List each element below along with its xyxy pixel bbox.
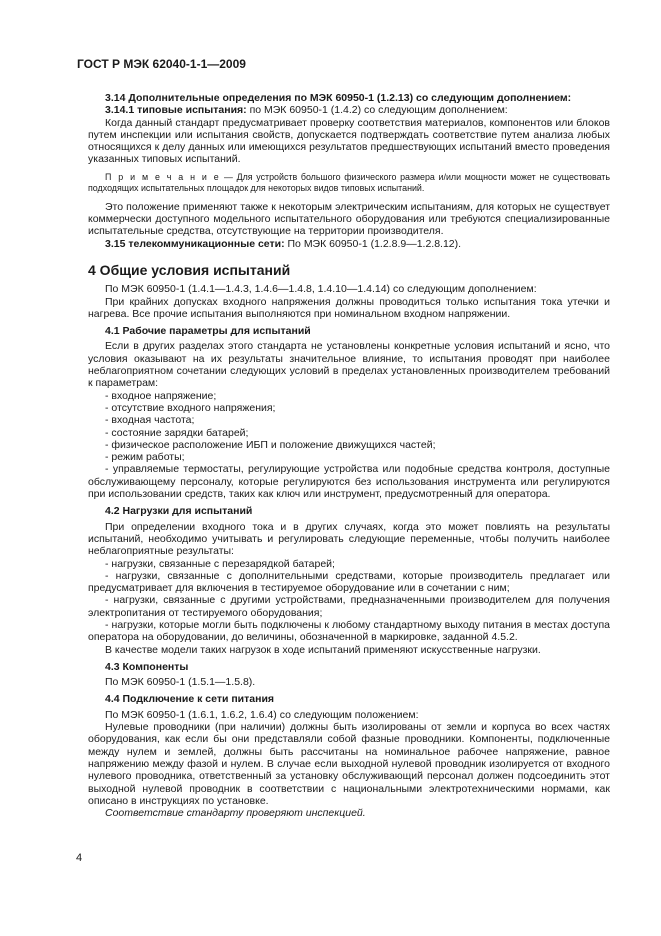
section-4-3-paragraph: По МЭК 60950-1 (1.5.1—1.5.8).	[105, 676, 256, 689]
document-body	[88, 92, 610, 819]
list-item: - физическое расположение ИБП и положение движущихся частей;	[105, 438, 436, 451]
list-item: - входное напряжение;	[105, 389, 217, 402]
section-4-2-paragraph: При определении входного тока и в других случаях, когда это может повлиять на результаты испытаний, необходимо учитывать и регулировать следующие переменные, чтобы получить наиболее неблагоприятные результаты:	[88, 520, 610, 558]
section-4-4-paragraph-1: По МЭК 60950-1 (1.6.1, 1.6.2, 1.6.4) со следующим положением:	[105, 708, 419, 721]
section-4-1-title: 4.1 Рабочие параметры для испытаний	[105, 325, 311, 338]
note-text: — Для устройств большого физического размера и/или мощности может не существовать подходящих испытательных площадок для некоторых видов типовых испытаний.	[88, 171, 610, 193]
note	[88, 172, 610, 194]
note-label: П р и м е ч а н и е	[105, 171, 221, 182]
list-item: - нагрузки, связанные с перезарядкой батарей;	[105, 557, 335, 570]
section-4-4-paragraph-2: Нулевые проводники (при наличии) должны быть изолированы от земли и корпуса во всех частях оборудования, как если бы они представляли собой фазные проводники. Компоненты, подключенные между нулем и землей, должны быть рассчитаны на номинальное рабочее напряжение, равное напряжению между фазой и нулем. В случае если выходной нулевой проводник изолируется от входного нулевого проводника, ответственный за установку обслуживающий персонал должен подсоединить этот выходной нулевой проводник в соответствии с национальными электротехническими нормами, как описано в инструкциях по установке.	[88, 721, 610, 807]
section-4-4-title: 4.4 Подключение к сети питания	[105, 693, 275, 706]
section-4-title: 4 Общие условия испытаний	[88, 261, 291, 278]
section-3-14-1-text: по МЭК 60950-1 (1.4.2) со следующим дополнением:	[246, 104, 508, 117]
section-3-15	[88, 238, 610, 250]
section-4-3-title: 4.3 Компоненты	[105, 660, 189, 673]
section-4-2-title: 4.2 Нагрузки для испытаний	[105, 505, 253, 518]
section-3-14-title: 3.14 Дополнительные определения по МЭК 60950-1 (1.2.13) со следующим дополнением:	[105, 92, 572, 104]
section-4-4-compliance: Соответствие стандарту проверяют инспекцией.	[105, 807, 366, 820]
section-4-paragraph-1: По МЭК 60950-1 (1.4.1—1.4.3, 1.4.6—1.4.8, 1.4.10—1.4.14) со следующим дополнением:	[105, 283, 537, 296]
list-item: - нагрузки, связанные с дополнительными средствами, которые производитель предлагает или предусматривает для включения в тестируемое оборудование или в сочетании с ним;	[88, 569, 610, 595]
list-item: - управляемые термостаты, регулирующие устройства или подобные средства контроля, доступные обслуживающему персоналу, которые регулируются без использования инструмента или регулируются при использовании средств, таких как ключ или инструмент, предусмотренный для оператора.	[88, 463, 610, 501]
document-header: ГОСТ Р МЭК 62040-1-1—2009	[77, 57, 246, 71]
list-item: - состояние зарядки батарей;	[105, 426, 249, 439]
list-item: - режим работы;	[105, 451, 185, 464]
page-number: 4	[76, 852, 83, 864]
section-3-15-term: 3.15 телекоммуникационные сети:	[105, 237, 285, 250]
section-3-14-1	[88, 104, 610, 116]
list-item: - нагрузки, связанные с другими устройствами, предназначенными производителем для получения электропитания от тестируемого оборудования;	[88, 594, 610, 619]
section-3-14-paragraph-2: Это положение применяют также к некоторым электрическим испытаниям, для которых не существует коммерчески доступного модельного испытательного оборудования или требуются специализированные испытательные средства, отсутствующие на территории производителя.	[88, 200, 610, 238]
list-item: - отсутствие входного напряжения;	[105, 401, 276, 414]
section-4-2-paragraph-2: В качестве модели таких нагрузок в ходе испытаний применяют искусственные нагрузки.	[105, 643, 541, 656]
section-3-14-1-term: 3.14.1 типовые испытания:	[105, 104, 247, 117]
section-3-14-1-paragraph: Когда данный стандарт предусматривает проверку соответствия материалов, компонентов или блоков путем инспекции или испытания свойств, допускается подтверждать соответствие путем анализа любых относящихся к делу данных или имеющихся результатов предшествующих испытаний вместо проведения указанных типовых испытаний.	[88, 116, 610, 166]
section-3-15-text: По МЭК 60950-1 (1.2.8.9—1.2.8.12).	[284, 237, 462, 250]
section-4-1-paragraph: Если в других разделах этого стандарта не установлены конкретные условия испытаний и ясно, что условия оказывают на их результаты значительное влияние, то испытания проводят при наиболее неблагоприятном сочетании следующих условий в пределах установленных производителем требований к параметрам:	[88, 340, 610, 390]
section-4-paragraph-2: При крайних допусках входного напряжения должны проводиться только испытания тока утечки и нагрева. Все прочие испытания выполняются при номинальном входном напряжении.	[88, 295, 610, 320]
list-item: - входная частота;	[105, 414, 195, 427]
list-item: - нагрузки, которые могли быть подключены к любому стандартному выходу питания в местах доступа оператора на оборудовании, до величины, обозначенной в маркировке, заданной 4.5.2.	[88, 618, 610, 644]
